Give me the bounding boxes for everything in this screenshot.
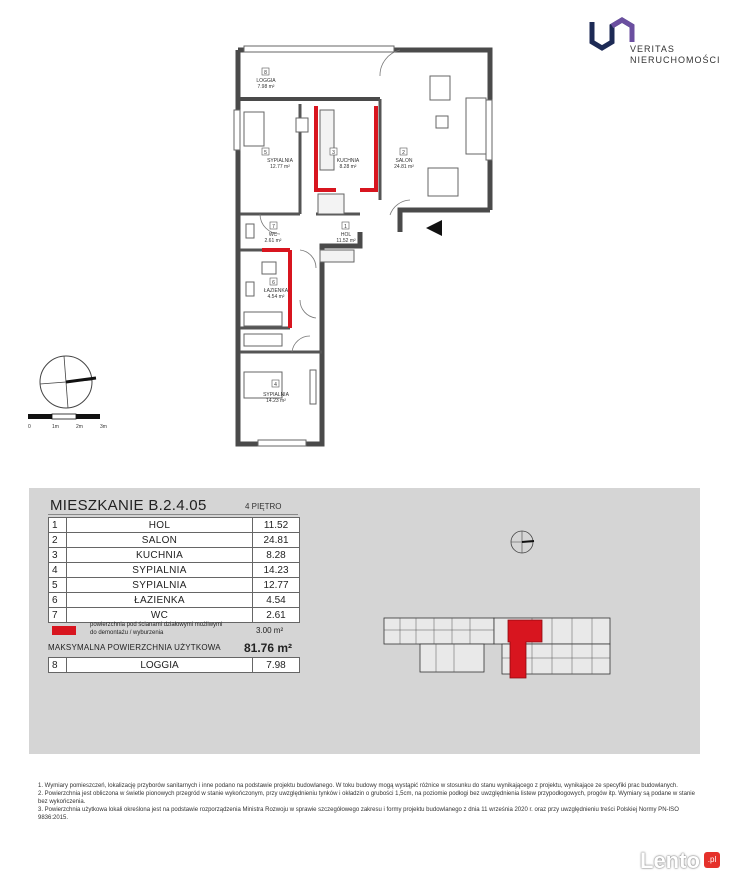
row-num: 6 <box>49 593 67 608</box>
room-area: 24.81 m² <box>394 164 414 170</box>
room-label-hol <box>336 222 356 244</box>
row-area: 11.52 <box>253 518 300 533</box>
scale-tick: 0 <box>28 424 31 430</box>
lento-watermark: Lento <box>640 848 700 873</box>
title-divider <box>48 514 298 515</box>
table-row <box>49 593 300 608</box>
table-row <box>49 548 300 563</box>
row-area: 8.28 <box>253 548 300 563</box>
room-label-wc <box>265 222 282 244</box>
room-name: WC <box>268 232 278 238</box>
row-num: 4 <box>49 563 67 578</box>
scale-bar <box>28 413 118 421</box>
floor-plan <box>0 40 729 460</box>
row-area: 24.81 <box>253 533 300 548</box>
room-name: SALON <box>395 158 413 164</box>
row-area: 14.23 <box>253 563 300 578</box>
table-row <box>49 578 300 593</box>
room-label-salon <box>394 148 414 170</box>
row-name: WC <box>67 608 253 623</box>
room-area: 7.98 m² <box>257 84 275 90</box>
row-name: ŁAZIENKA <box>67 593 253 608</box>
scale-tick: 1m <box>52 424 59 430</box>
room-num: 8 <box>264 70 267 76</box>
footnotes <box>38 782 698 822</box>
compass-icon <box>34 350 98 414</box>
row-area: 7.98 <box>253 658 300 673</box>
row-num: 1 <box>49 518 67 533</box>
room-label-lazienka <box>264 278 289 300</box>
room-num: 1 <box>344 224 347 230</box>
room-label-sypialnia-5 <box>262 148 294 170</box>
lento-badge: .pl <box>704 852 720 868</box>
room-area: 11.52 m² <box>336 238 356 244</box>
room-name: KUCHNIA <box>336 158 360 164</box>
row-area: 4.54 <box>253 593 300 608</box>
room-num: 4 <box>274 382 277 388</box>
rooms-table <box>48 517 300 623</box>
compass-icon <box>508 528 536 556</box>
room-num: 5 <box>264 150 267 156</box>
room-area: 12.77 m² <box>270 164 290 170</box>
footnote: 2. Powierzchnia jest obliczona w świetle pionowych przegród w stanie wykończonym, przy uwzględnieniu tynków i okładzin o grubości 1,5cm, na poziomie podłogi bez uwzględnienia listew przypodłogowych, progów itp. Wymiary są podane w stanie bez wykończenia. <box>38 791 695 805</box>
row-name: SYPIALNIA <box>67 563 253 578</box>
footnote: 1. Wymiary pomieszczeń, lokalizację przyborów sanitarnych i inne podano na podstawie projektu budowlanego. W toku budowy mogą wystąpić różnice w stosunku do stanu wynikającego z projektu, wynikające ze specyfiki prac budowlanych. <box>38 783 678 789</box>
floor-label: 4 PIĘTRO <box>245 502 282 511</box>
max-area-label: MAKSYMALNA POWIERZCHNIA UŻYTKOWA <box>48 643 221 652</box>
brand-line1: VERITAS <box>630 44 675 54</box>
row-num: 8 <box>49 658 67 673</box>
table-row <box>49 518 300 533</box>
apartment-title: MIESZKANIE B.2.4.05 <box>50 497 207 514</box>
row-num: 7 <box>49 608 67 623</box>
room-name: HOL <box>340 232 352 238</box>
room-area: 8.28 m² <box>339 164 357 170</box>
max-area-value: 81.76 m² <box>244 641 293 655</box>
room-num: 3 <box>332 150 335 156</box>
row-num: 3 <box>49 548 67 563</box>
demolishable-walls-area: 3.00 m² <box>256 626 284 635</box>
room-label-loggia <box>256 68 276 90</box>
room-area: 14.23 m² <box>266 398 286 404</box>
room-name: SYPIALNIA <box>267 158 293 164</box>
row-name: KUCHNIA <box>67 548 253 563</box>
scale-tick: 3m <box>100 424 107 430</box>
brand-line2: NIERUCHOMOŚCI <box>630 55 721 65</box>
room-name: LOGGIA <box>256 78 276 84</box>
loggia-table <box>48 657 300 673</box>
demolishable-walls-note: powierzchnia pod ścianami działowymi możliwymi do demontażu / wyburzenia <box>90 622 223 636</box>
room-name: SYPIALNIA <box>263 392 289 398</box>
footnote: 3. Powierzchnia użytkowa lokali określona jest na podstawie rozporządzenia Ministra Rozwoju w sprawie szczegółowego zakresu i formy projektu budowlanego z dnia 11 września 2020 r. oraz przy uwzględnieniu treści Polskiej Normy PN-ISO 9836:2015. <box>38 807 679 821</box>
row-num: 5 <box>49 578 67 593</box>
table-row <box>49 658 300 673</box>
row-name: SYPIALNIA <box>67 578 253 593</box>
row-name: LOGGIA <box>67 658 253 673</box>
room-num: 2 <box>402 150 405 156</box>
room-area: 4.54 m² <box>267 294 285 300</box>
row-name: HOL <box>67 518 253 533</box>
room-num: 7 <box>272 224 275 230</box>
scale-tick: 2m <box>76 424 83 430</box>
room-area: 2.61 m² <box>264 238 282 244</box>
room-name: ŁAZIENKA <box>263 288 289 294</box>
building-key-plan <box>382 612 614 684</box>
row-area: 2.61 <box>253 608 300 623</box>
table-row <box>49 563 300 578</box>
row-num: 2 <box>49 533 67 548</box>
demolishable-walls-swatch <box>52 626 76 635</box>
table-row <box>49 533 300 548</box>
row-area: 12.77 <box>253 578 300 593</box>
room-num: 6 <box>272 280 275 286</box>
row-name: SALON <box>67 533 253 548</box>
